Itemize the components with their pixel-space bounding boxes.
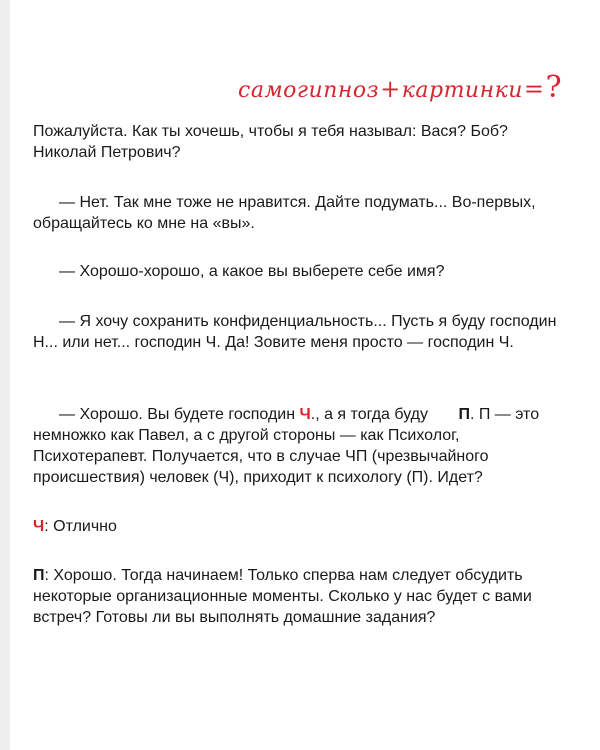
header-question: ?	[545, 70, 563, 105]
speaker-ch-marker: Ч	[299, 406, 311, 423]
speaker-ch-label: Ч	[33, 518, 45, 535]
paragraph-5-part-b: ., а я тогда буду	[310, 406, 433, 423]
page-edge	[0, 0, 10, 750]
paragraph-7	[33, 565, 558, 628]
speaker-p-label: П	[33, 567, 45, 584]
paragraph-6-text: : Отлично	[44, 518, 117, 535]
paragraph-4-text: — Я хочу сохранить конфиденциальность... Пусть я буду господин Н... или нет... господин Ч. Да! Зовите меня просто — господин Ч.	[33, 313, 557, 351]
paragraph-5-part-c: . П — это немножко как Павел, а с другой стороны — как Психолог, Психотерапевт. Получается, что в случае ЧП (чрезвычайного происшествия) человек (Ч), приходит к психологу (П). Идет?	[33, 406, 540, 486]
speaker-p-marker: П	[458, 406, 470, 423]
paragraph-5-part-a: — Хорошо. Вы будете господин	[59, 406, 300, 423]
page-header	[238, 70, 562, 105]
paragraph-7-text: : Хорошо. Тогда начинаем! Только сперва нам следует обсудить некоторые организационные моменты. Сколько у нас будет с вами встреч? Готовы ли вы выполнять домашние задания?	[33, 567, 532, 626]
header-right-word: картинки	[401, 78, 523, 103]
header-equals: =	[523, 75, 545, 103]
paragraph-3: — Хорошо-хорошо, а какое вы выберете себе имя?	[59, 263, 445, 280]
header-left-word: самогипноз	[238, 78, 380, 103]
paragraph-4	[33, 311, 558, 353]
paragraph-5	[33, 404, 558, 488]
paragraph-1: Пожалуйста. Как ты хочешь, чтобы я тебя называл: Вася? Боб? Николай Петрович?	[33, 123, 508, 161]
paragraph-6	[33, 516, 558, 537]
paragraph-2: — Нет. Так мне тоже не нравится. Дайте подумать... Во-первых, обращайтесь ко мне на «вы».	[33, 194, 536, 232]
header-plus: +	[380, 75, 401, 103]
